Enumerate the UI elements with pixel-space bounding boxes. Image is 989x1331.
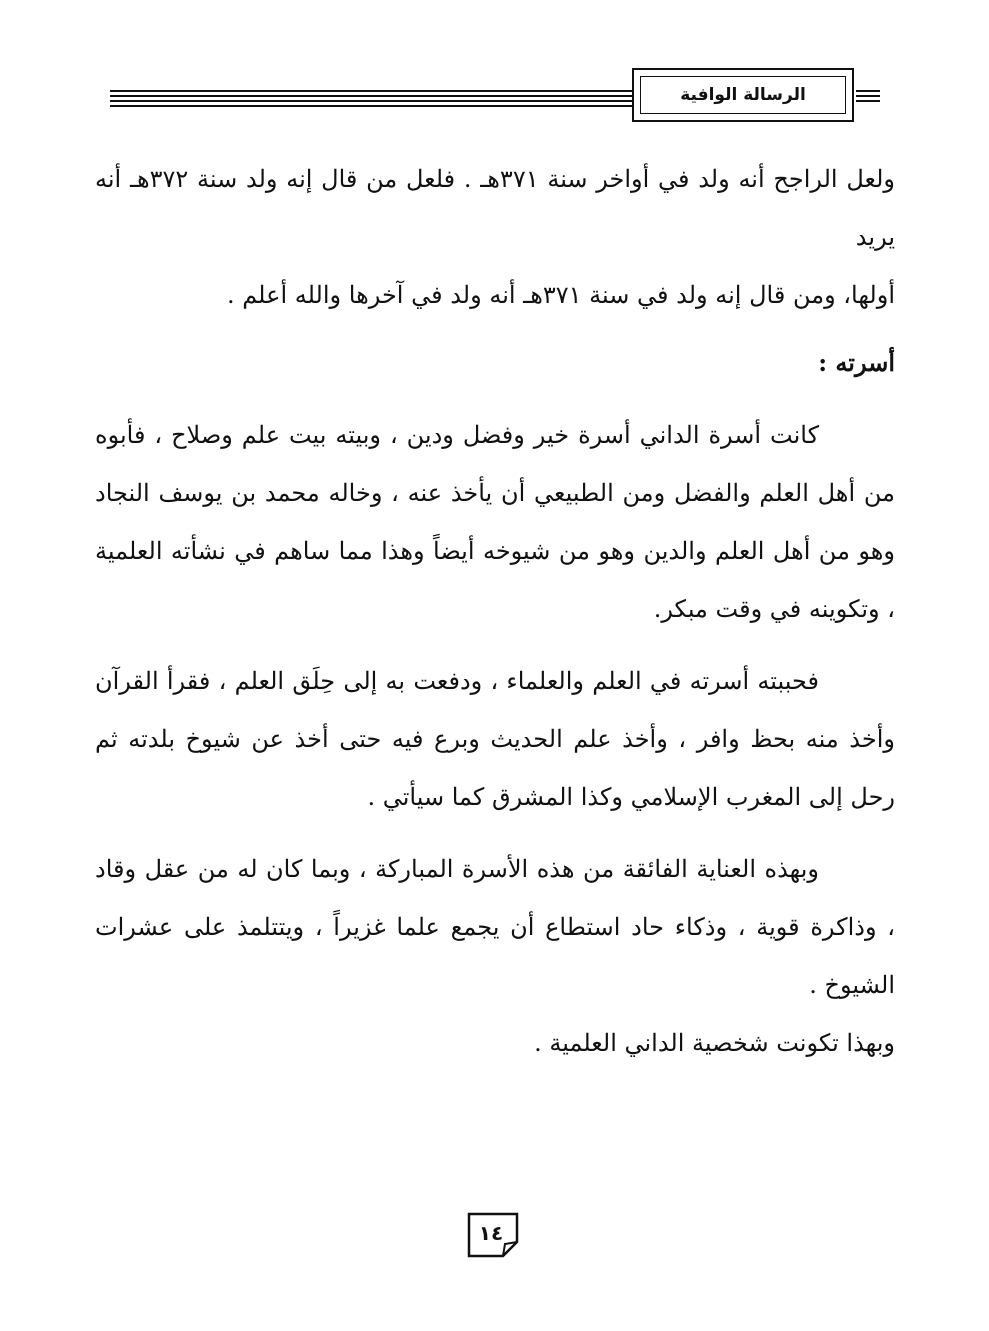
page-body: [95, 150, 895, 1072]
header-rule-line: [110, 95, 632, 97]
paragraph-1-line-2: أولها، ومن قال إنه ولد في سنة ٣٧١هـ أنه ولد في آخرها والله أعلم .: [226, 281, 895, 309]
running-header-title: الرسالة الوافية: [680, 85, 806, 105]
paragraph-5: وبهذا تكونت شخصية الداني العلمية .: [534, 1029, 895, 1057]
header-rule-line: [856, 90, 880, 92]
page-number: ١٤: [478, 1221, 504, 1245]
header-rule-line: [110, 105, 632, 107]
page-number-frame: [467, 1212, 521, 1258]
paragraph-1-line-1: ولعل الراجح أنه ولد في أواخر سنة ٣٧١هـ . فلعل من قال إنه ولد سنة ٣٧٢هـ أنه يريد: [95, 165, 895, 251]
header-rule-line: [856, 95, 880, 97]
paragraph-2: كانت أسرة الداني أسرة خير وفضل ودين ، وبيته بيت علم وصلاح ، فأبوه من أهل العلم والفضل ومن الطبيعي أن يأخذ عنه ، وخاله محمد بن يوسف النجاد وهو من أهل العلم والدين وهو من شيوخه أيضاً وهذا مما ساهم في نشأته العلمية ، وتكوينه في وقت مبكر.: [95, 421, 895, 623]
header-title-frame: [632, 68, 854, 122]
header-rule-line: [110, 90, 632, 92]
header-rule-line: [110, 100, 632, 102]
section-heading: أسرته :: [818, 348, 895, 377]
paragraph-3: فحببته أسرته في العلم والعلماء ، ودفعت به إلى حِلَق العلم ، فقرأ القرآن وأخذ منه بحظ وافر ، وأخذ علم الحديث وبرع فيه حتى أخذ عن شيوخ بلدته ثم رحل إلى المغرب الإسلامي وكذا المشرق كما سيأتي .: [95, 667, 895, 811]
page-header: [100, 68, 880, 128]
header-rule-line: [856, 100, 880, 102]
paragraph-4: وبهذه العناية الفائقة من هذه الأسرة المباركة ، وبما كان له من عقل وقاد ، وذاكرة قوية ، وذكاء حاد استطاع أن يجمع علما غزيراً ، ويتتلمذ على عشرات الشيوخ .: [95, 855, 896, 999]
header-title-inner-frame: [640, 76, 846, 114]
